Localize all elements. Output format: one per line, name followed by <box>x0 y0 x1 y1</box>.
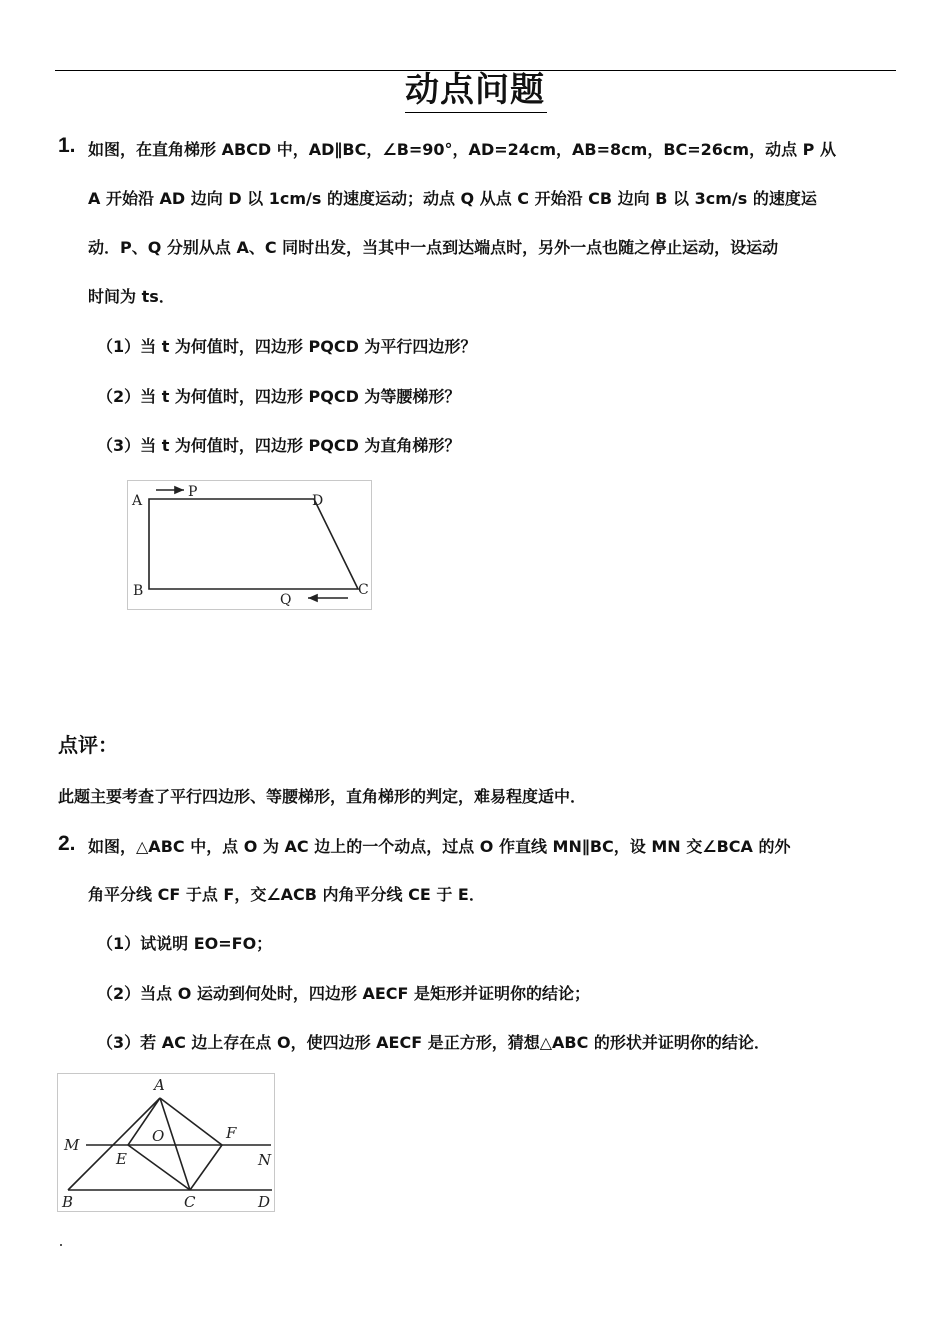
label-c: C <box>358 582 369 598</box>
segment-cf <box>190 1145 222 1190</box>
question-1-part-3: （3）当 t 为何值时，四边形 PQCD 为直角梯形？ <box>97 436 461 455</box>
question-2-part-1: （1）试说明 EO=FO； <box>97 934 273 953</box>
question-2-number: 2. <box>58 832 76 855</box>
question-1-line-3: 动．P、Q 分别从点 A、C 同时出发，当其中一点到达端点时，另外一点也随之停止运动，设运动 <box>88 238 779 257</box>
segment-af <box>160 1098 222 1145</box>
triangle-figure <box>57 1073 275 1212</box>
label-a: A <box>154 1076 165 1094</box>
question-2-part-2: （2）当点 O 运动到何处时，四边形 AECF 是矩形并证明你的结论； <box>97 984 591 1003</box>
segment-ce <box>128 1145 190 1190</box>
label-f: F <box>226 1124 237 1142</box>
label-o: O <box>152 1127 165 1145</box>
question-2-line-2: 角平分线 CF 于点 F，交∠ACB 内角平分线 CE 于 E． <box>88 885 485 904</box>
question-1-line-4: 时间为 ts． <box>88 287 175 306</box>
label-d: D <box>312 493 324 509</box>
trapezoid-abcd-shape <box>149 499 358 589</box>
question-1-line-1: 如图，在直角梯形 ABCD 中，AD∥BC，∠B=90°，AD=24cm，AB=8cm，BC=26cm，动点 P 从 <box>88 140 836 159</box>
page-dot <box>60 1244 62 1246</box>
label-c: C <box>184 1193 196 1211</box>
question-2-part-3: （3）若 AC 边上存在点 O，使四边形 AECF 是正方形，猜想△ABC 的形状并证明你的结论． <box>97 1033 770 1052</box>
question-2-line-1: 如图，△ABC 中，点 O 为 AC 边上的一个动点，过点 O 作直线 MN∥BC，设 MN 交∠BCA 的外 <box>88 837 791 856</box>
label-b: B <box>62 1193 74 1211</box>
segment-ab <box>68 1098 160 1190</box>
trapezoid-figure <box>127 480 372 610</box>
comment-heading: 点评： <box>58 733 118 757</box>
question-1-line-2: A 开始沿 AD 边向 D 以 1cm/s 的速度运动；动点 Q 从点 C 开始沿 CB 边向 B 以 3cm/s 的速度运 <box>88 189 817 208</box>
label-b: B <box>133 583 144 599</box>
page-title: 动点问题 <box>405 70 545 110</box>
question-1-part-2: （2）当 t 为何值时，四边形 PQCD 为等腰梯形？ <box>97 387 461 406</box>
label-m: M <box>64 1136 80 1154</box>
title-underline <box>405 112 547 113</box>
label-e: E <box>116 1150 127 1168</box>
label-n: N <box>258 1151 272 1169</box>
segment-ac <box>160 1098 190 1190</box>
question-1-number: 1. <box>58 134 76 157</box>
question-1-part-1: （1）当 t 为何值时，四边形 PQCD 为平行四边形？ <box>97 337 477 356</box>
label-d: D <box>258 1193 271 1211</box>
label-p: P <box>188 484 198 500</box>
comment-text: 此题主要考查了平行四边形、等腰梯形，直角梯形的判定，难易程度适中． <box>58 787 587 806</box>
label-q: Q <box>280 592 292 608</box>
label-a: A <box>132 493 143 509</box>
